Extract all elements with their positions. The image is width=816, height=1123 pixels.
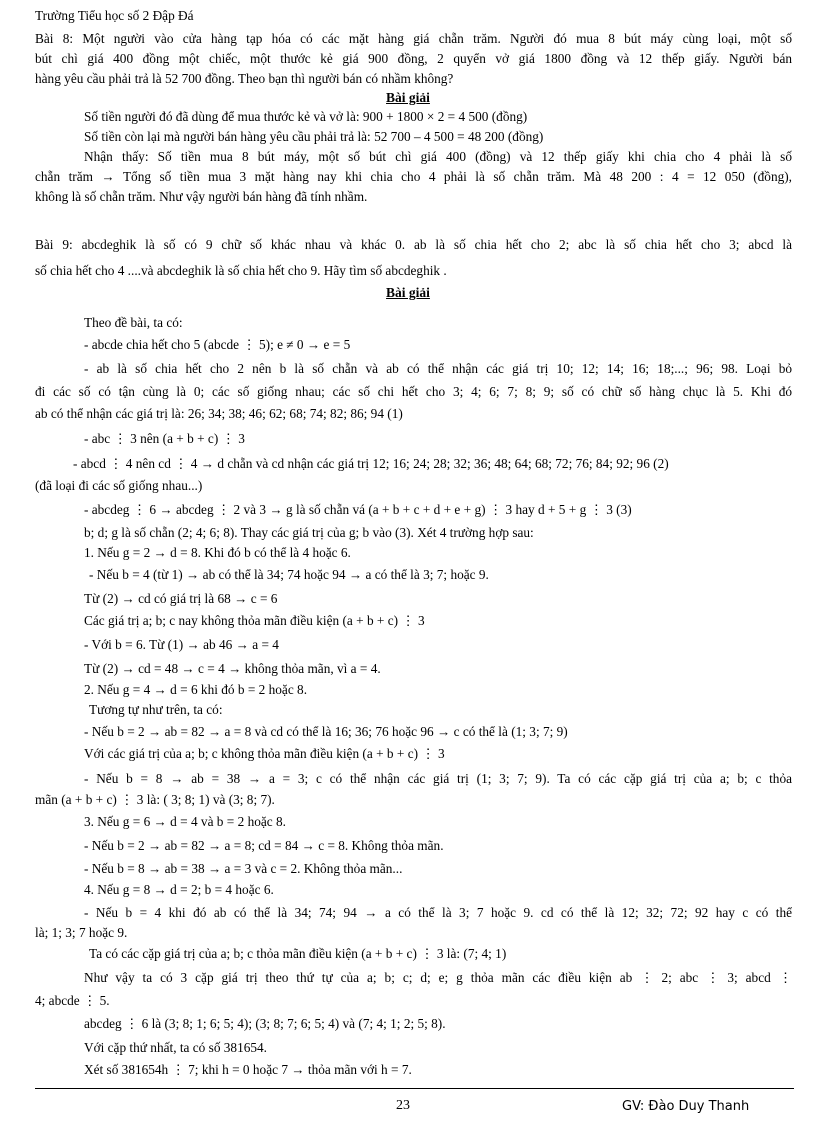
solution-line: Với cặp thứ nhất, ta có số 381654. <box>84 1040 268 1055</box>
solution-line: Ta có các cặp giá trị của a; b; c thỏa mãn điều kiện (a + b + c) ⋮ 3 là: (7; 4; 1) <box>89 946 507 961</box>
footer-divider <box>35 1088 794 1089</box>
solution-line: 2. Nếu g = 4 → d = 6 khi đó b = 2 hoặc 8. <box>84 682 308 697</box>
solution-line: 1. Nếu g = 2 → d = 8. Khi đó b có thể là 4 hoặc 6. <box>84 545 351 560</box>
problem8-text-line-3: hàng yêu cầu phải trả là 52 700 đồng. Theo bạn thì người bán có nhầm không? <box>35 71 454 86</box>
solution-line: là; 1; 3; 7 hoặc 9. <box>35 925 128 940</box>
solution-line: b; d; g là số chẵn (2; 4; 6; 8). Thay các giá trị của g; b vào (3). Xét 4 trường hợp sau: <box>84 525 534 540</box>
problem9-text-line-2: số chia hết cho 4 ....và abcdeghik là số chia hết cho 9. Hãy tìm số abcdeghik . <box>35 263 447 278</box>
solution-line: Từ (2) → cd có giá trị là 68 → c = 6 <box>84 591 278 606</box>
problem8-solution-heading: Bài giải <box>386 90 430 105</box>
solution-line: Từ (2) → cd = 48 → c = 4 → không thỏa mãn, vì a = 4. <box>84 661 381 676</box>
solution-line: - Nếu b = 4 khi đó ab có thể là 34; 74; 94 → a có thể là 3; 7 hoặc 9. cd có thể là 12; 32; 72; 92 hay c có thể <box>84 905 792 920</box>
solution-line: Theo đề bài, ta có: <box>84 315 183 330</box>
problem8-text-line-1: Bài 8: Một người vào cửa hàng tạp hóa có các mặt hàng giá chẵn trăm. Người đó mua 8 bút máy cùng loại, một số <box>35 31 792 46</box>
solution-line: Như vậy ta có 3 cặp giá trị theo thứ tự của a; b; c; d; e; g thỏa mãn các điều kiện ab ⋮ 2; abc ⋮ 3; abcd ⋮ <box>84 970 792 985</box>
solution-line: Các giá trị a; b; c nay không thỏa mãn điều kiện (a + b + c) ⋮ 3 <box>84 613 425 628</box>
solution-line: (đã loại đi các số giống nhau...) <box>35 478 203 493</box>
solution-line: abcdeg ⋮ 6 là (3; 8; 1; 6; 5; 4); (3; 8; 7; 6; 5; 4) và (7; 4; 1; 2; 5; 8). <box>84 1016 446 1031</box>
teacher-credit: GV: Đào Duy Thanh <box>622 1099 750 1114</box>
solution-line: - Nếu b = 2 → ab = 82 → a = 8; cd = 84 → c = 8. Không thỏa mãn. <box>84 838 444 853</box>
solution-line: Với các giá trị của a; b; c không thỏa mãn điều kiện (a + b + c) ⋮ 3 <box>84 746 445 761</box>
solution-line: - Nếu b = 4 (từ 1) → ab có thể là 34; 74 hoặc 94 → a có thể là 3; 7; hoặc 9. <box>89 567 489 582</box>
problem8-solution-line: không là số chẵn trăm. Như vậy người bán hàng đã tính nhầm. <box>35 189 368 204</box>
solution-line: - Nếu b = 8 → ab = 38 → a = 3 và c = 2. Không thỏa mãn... <box>84 861 403 876</box>
problem9-solution-heading: Bài giải <box>386 285 430 300</box>
solution-line: đi các số có tận cùng là 0; các số giống nhau; các số chi hết cho 3; 4; 6; 7; 8; 9; số có chữ số hàng chục là 5. Khi đó <box>35 384 792 399</box>
problem8-solution-line: Số tiền người đó đã dùng để mua thước kẻ và vở là: 900 + 1800 × 2 = 4 500 (đồng) <box>84 109 528 124</box>
solution-line: - abcdeg ⋮ 6 → abcdeg ⋮ 2 và 3 → g là số chẵn vá (a + b + c + d + e + g) ⋮ 3 hay d + 5 + g ⋮ 3 (3) <box>84 502 632 517</box>
solution-line: - abcde chia hết cho 5 (abcde ⋮ 5); e ≠ 0 → e = 5 <box>84 337 351 352</box>
solution-line: 4; abcde ⋮ 5. <box>35 993 110 1008</box>
solution-line: ab có thể nhận các giá trị là: 26; 34; 38; 46; 62; 68; 74; 82; 86; 94 (1) <box>35 406 403 421</box>
solution-line: 4. Nếu g = 8 → d = 2; b = 4 hoặc 6. <box>84 882 274 897</box>
solution-line: - Với b = 6. Từ (1) → ab 46 → a = 4 <box>84 637 279 652</box>
problem8-solution-line: Nhận thấy: Số tiền mua 8 bút máy, một số bút chì giá 400 (đồng) và 12 thếp giấy khi chia cho 4 phải là số <box>84 149 792 164</box>
solution-line: - Nếu b = 8 → ab = 38 → a = 3; c có thể nhận các giá trị (1; 3; 7; 9). Ta có các cặp giá trị của a; b; c thỏa <box>84 771 792 786</box>
solution-line: - abc ⋮ 3 nên (a + b + c) ⋮ 3 <box>84 431 245 446</box>
solution-line: Tương tự như trên, ta có: <box>89 702 223 717</box>
solution-line: - abcd ⋮ 4 nên cd ⋮ 4 → d chẵn và cd nhận các giá trị 12; 16; 24; 28; 32; 36; 48; 64; 68; 72; 76; 84; 92; 96 (2) <box>73 456 669 471</box>
problem9-text-line-1: Bài 9: abcdeghik là số có 9 chữ số khác nhau và khác 0. ab là số chia hết cho 2; abc là số chia hết cho 3; abcd là <box>35 237 792 252</box>
solution-line: - Nếu b = 2 → ab = 82 → a = 8 và cd có thể là 16; 36; 76 hoặc 96 → c có thể là (1; 3; 7; 9) <box>84 724 568 739</box>
solution-line: mãn (a + b + c) ⋮ 3 là: ( 3; 8; 1) và (3; 8; 7). <box>35 792 275 807</box>
problem8-solution-line: Số tiền còn lại mà người bán hàng yêu cầu phải trả là: 52 700 – 4 500 = 48 200 (đồng) <box>84 129 544 144</box>
problem8-text-line-2: bút chì giá 400 đồng một chiếc, một thước kẻ giá 900 đồng, 2 quyển vở giá 1800 đồng và 12 thếp giấy. Người bán <box>35 51 792 66</box>
solution-line: 3. Nếu g = 6 → d = 4 và b = 2 hoặc 8. <box>84 814 286 829</box>
solution-line: - ab là số chia hết cho 2 nên b là số chẵn và ab có thể nhận các giá trị 10; 12; 14; 16; 18;...; 96; 98. Loại bỏ <box>84 361 792 376</box>
page-number: 23 <box>396 1098 410 1113</box>
solution-line: Xét số 381654h ⋮ 7; khi h = 0 hoặc 7 → thỏa mãn với h = 7. <box>84 1062 412 1077</box>
problem8-solution-line: chẵn trăm → Tổng số tiền mua 3 mặt hàng nay khi chia cho 4 phải là số chẵn trăm. Mà 48 200 : 4 = 12 050 (đồng), <box>35 169 792 184</box>
school-header: Trường Tiểu học số 2 Đập Đá <box>35 8 194 23</box>
